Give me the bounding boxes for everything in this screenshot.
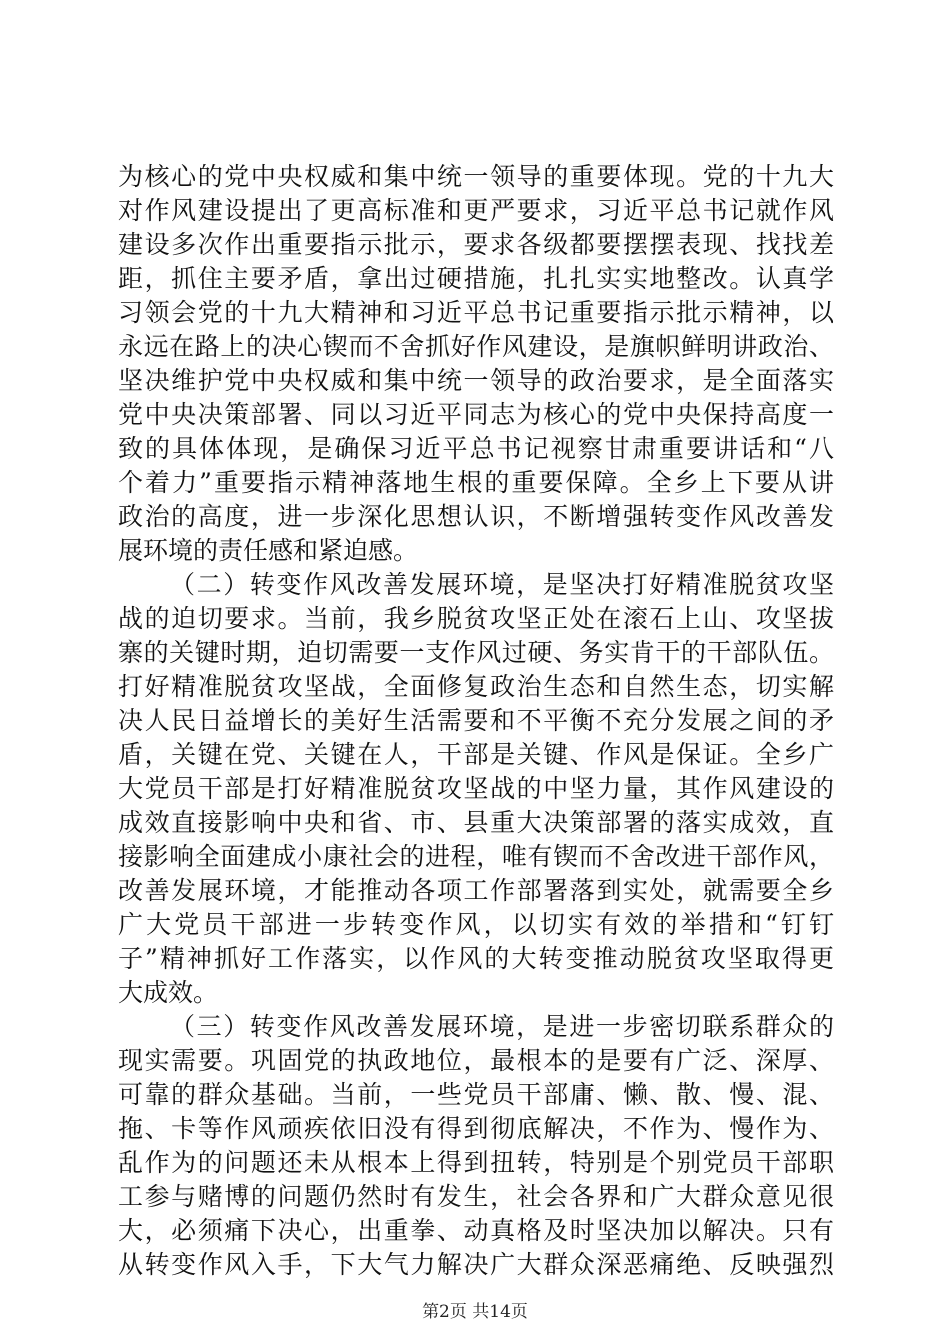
text-line: 盾，关键在党、关键在人，干部是关键、作风是保证。全乡广 <box>118 740 834 769</box>
text-line: 现实需要。巩固党的执政地位，最根本的是要有广泛、深厚、 <box>118 1046 834 1075</box>
text-line: 大党员干部是打好精准脱贫攻坚战的中坚力量，其作风建设的 <box>118 774 834 803</box>
text-line: 接影响全面建成小康社会的进程，唯有锲而不舍改进干部作风， <box>118 842 834 871</box>
text-line: 政治的高度，进一步深化思想认识，不断增强转变作风改善发 <box>118 502 834 531</box>
text-line: 展环境的责任感和紧迫感。 <box>118 536 419 565</box>
text-line: 寨的关键时期，迫切需要一支作风过硬、务实肯干的干部队伍。 <box>118 638 834 667</box>
text-line: 成效直接影响中央和省、市、县重大决策部署的落实成效，直 <box>118 808 834 837</box>
text-line: 拖、卡等作风顽疾依旧没有得到彻底解决，不作为、慢作为、 <box>118 1114 834 1143</box>
text-line: 对作风建设提出了更高标准和更严要求，习近平总书记就作风 <box>118 196 834 225</box>
text-line: 个着力”重要指示精神落地生根的重要保障。全乡上下要从讲 <box>118 468 834 497</box>
paragraph-first-line: （二）转变作风改善发展环境，是坚决打好精准脱贫攻坚 <box>170 570 834 599</box>
text-line: 改善发展环境，才能推动各项工作部署落到实处，就需要全乡 <box>118 876 834 905</box>
text-line: 建设多次作出重要指示批示，要求各级都要摆摆表现、找找差 <box>118 230 834 259</box>
text-line: 习领会党的十九大精神和习近平总书记重要指示批示精神，以 <box>118 298 834 327</box>
text-line: 乱作为的问题还未从根本上得到扭转，特别是个别党员干部职 <box>118 1148 834 1177</box>
text-line: 从转变作风入手，下大气力解决广大群众深恶痛绝、反映强烈 <box>118 1250 834 1279</box>
text-line: 大，必须痛下决心，出重拳、动真格及时坚决加以解决。只有 <box>118 1216 834 1245</box>
text-line: 致的具体体现，是确保习近平总书记视察甘肃重要讲话和“八 <box>118 434 834 463</box>
text-line: 为核心的党中央权威和集中统一领导的重要体现。党的十九大 <box>118 162 834 191</box>
text-line: 工参与赌博的问题仍然时有发生，社会各界和广大群众意见很 <box>118 1182 834 1211</box>
text-line: 广大党员干部进一步转变作风，以切实有效的举措和“钉钉 <box>118 910 834 939</box>
page-number-footer: 第2页 共14页 <box>422 1302 528 1322</box>
text-line: 永远在路上的决心锲而不舍抓好作风建设，是旗帜鲜明讲政治、 <box>118 332 834 361</box>
body-text <box>118 160 834 1282</box>
paragraph-first-line: （三）转变作风改善发展环境，是进一步密切联系群众的 <box>170 1012 834 1041</box>
text-line: 坚决维护党中央权威和集中统一领导的政治要求，是全面落实 <box>118 366 834 395</box>
text-line: 大成效。 <box>118 978 219 1007</box>
text-line: 可靠的群众基础。当前，一些党员干部庸、懒、散、慢、混、 <box>118 1080 834 1109</box>
text-line: 战的迫切要求。当前，我乡脱贫攻坚正处在滚石上山、攻坚拔 <box>118 604 834 633</box>
text-line: 决人民日益增长的美好生活需要和不平衡不充分发展之间的矛 <box>118 706 834 735</box>
text-line: 党中央决策部署、同以习近平同志为核心的党中央保持高度一 <box>118 400 834 429</box>
text-line: 打好精准脱贫攻坚战，全面修复政治生态和自然生态，切实解 <box>118 672 834 701</box>
text-line: 距，抓住主要矛盾，拿出过硬措施，扎扎实实地整改。认真学 <box>118 264 834 293</box>
text-line: 子”精神抓好工作落实，以作风的大转变推动脱贫攻坚取得更 <box>118 944 834 973</box>
